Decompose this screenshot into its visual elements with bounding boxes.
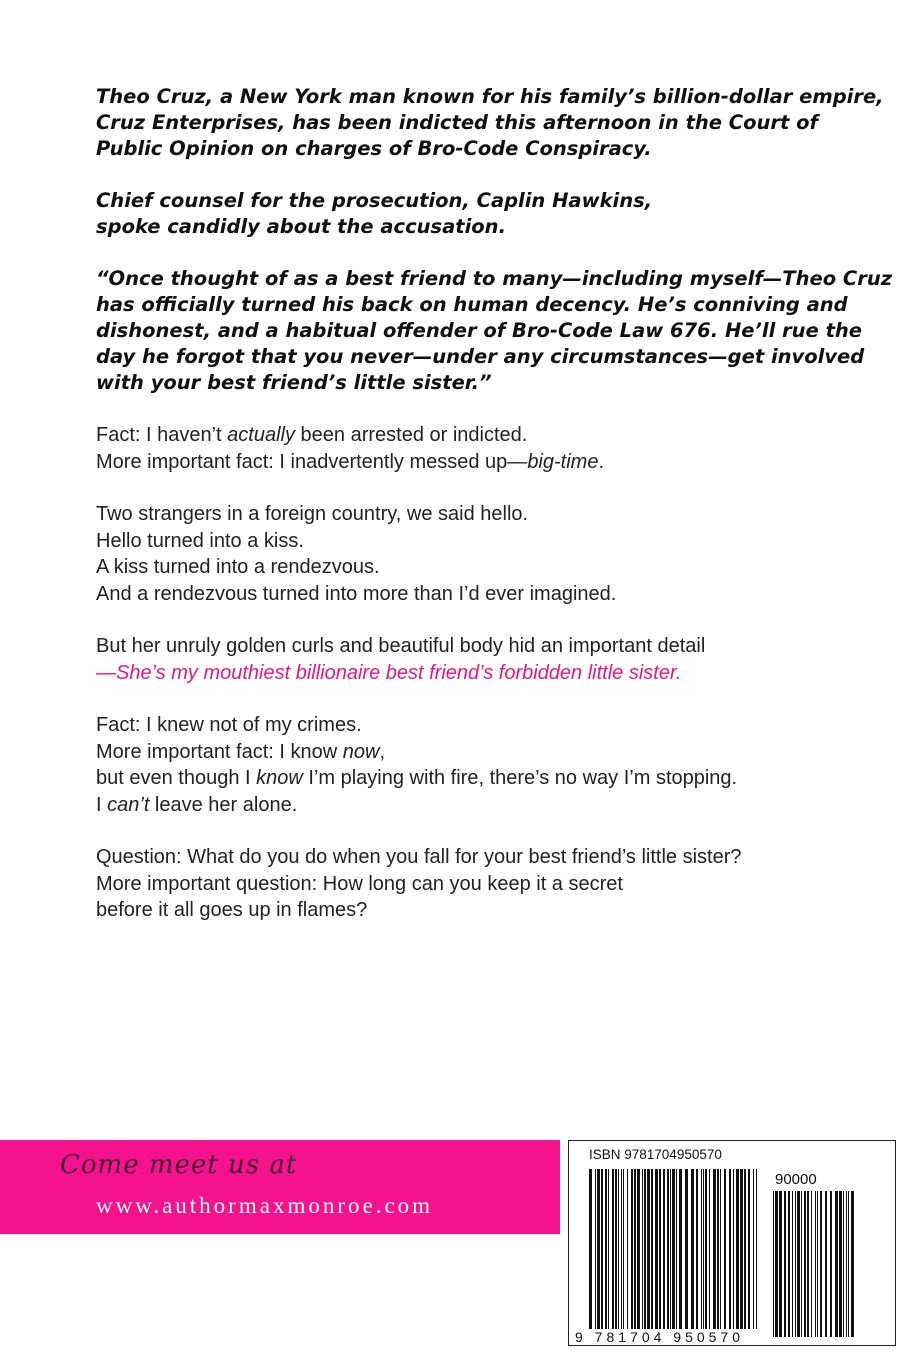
barcode-bar (655, 1169, 658, 1329)
barcode-bar (627, 1169, 628, 1329)
barcode-bar (839, 1191, 842, 1337)
barcode-bar (608, 1169, 609, 1329)
text-run: but even though I (96, 767, 257, 789)
text-run: . (598, 450, 605, 473)
barcode-bar (651, 1169, 653, 1329)
barcode-bar (644, 1169, 646, 1329)
isbn-barcode-box (568, 1140, 896, 1346)
text-line: Hello turned into a kiss. (96, 529, 304, 552)
barcode-bar (820, 1191, 822, 1337)
barcode-bar (615, 1169, 617, 1329)
barcode-bar (846, 1191, 847, 1337)
barcode-bar (618, 1169, 619, 1329)
barcode-bar (843, 1191, 844, 1337)
barcode-bar (851, 1191, 854, 1337)
emphasis: actually (227, 424, 295, 446)
barcode-bar (717, 1169, 719, 1329)
barcode-bar (685, 1169, 688, 1329)
barcode-bar (835, 1191, 838, 1337)
emphasis: know (256, 767, 303, 789)
emphasis: now (342, 740, 380, 763)
barcode-bar (659, 1169, 661, 1329)
barcode-bar (595, 1169, 596, 1329)
barcode-bar (612, 1169, 614, 1329)
text-run: Fact: I haven’t (96, 424, 228, 446)
text-line: Question: What do you do when you fall for your best friend’s little sister? (96, 846, 742, 868)
barcode-bar (634, 1169, 636, 1329)
barcode-bar (720, 1169, 721, 1329)
text-line: Fact: I knew not of my crimes. (96, 714, 362, 736)
text-line: spoke candidly about the accusation. (96, 215, 506, 238)
text-line (96, 739, 876, 766)
text-line: Two strangers in a foreign country, we said hello. (96, 503, 529, 525)
come-meet-us-script: Come meet us at (60, 1150, 298, 1180)
barcode-bar (740, 1169, 743, 1329)
barcode-bar (733, 1169, 734, 1329)
price-code: 90000 (775, 1171, 817, 1188)
fact-paragraph-2 (96, 712, 876, 818)
barcode-bar (729, 1169, 731, 1329)
text-line (96, 422, 876, 449)
text-line (96, 765, 876, 792)
text-line: More important question: How long can you keep it a secret (96, 872, 623, 895)
back-cover-blurb (96, 84, 893, 950)
lead-quote (96, 266, 893, 396)
barcode-bar (724, 1169, 726, 1329)
barcode-bar (589, 1169, 592, 1329)
barcode-bar (637, 1169, 640, 1329)
barcode-bar (825, 1191, 827, 1337)
text-run: leave her alone. (149, 793, 298, 816)
text-run: I (96, 793, 108, 816)
barcode-bar (667, 1169, 669, 1329)
barcode-bar (748, 1169, 750, 1329)
text-run: More important fact: I inadvertently messed up— (96, 450, 528, 473)
barcode-bar (773, 1191, 774, 1337)
barcode-bar (601, 1169, 603, 1329)
barcode-bar (631, 1169, 633, 1329)
question-paragraph (96, 844, 876, 924)
barcode-bar (804, 1191, 806, 1337)
text-line: Theo Cruz, a New York man known for his family’s billion-dollar empire, (96, 85, 884, 108)
barcode-bar (676, 1169, 677, 1329)
barcode-bar (623, 1169, 624, 1329)
barcode-bar (621, 1169, 622, 1329)
barcode-bar (703, 1169, 704, 1329)
text-line: But her unruly golden curls and beautiful body hid an important detail (96, 635, 706, 657)
text-line: with your best friend’s little sister.” (96, 371, 492, 394)
website-link[interactable]: www.authormaxmonroe.com (96, 1193, 434, 1218)
text-run: More important fact: I know (96, 740, 343, 763)
barcode-bar (605, 1169, 607, 1329)
barcode-bar (797, 1191, 800, 1337)
forbidden-sister-line: —She’s my mouthiest billionaire best friend’s forbidden little sister. (96, 661, 682, 684)
text-run: , (379, 740, 386, 763)
barcode-bar (597, 1169, 600, 1329)
barcode-bar (744, 1169, 746, 1329)
barcode-bar (647, 1169, 650, 1329)
barcode-bar (815, 1191, 816, 1337)
ean-barcode (589, 1169, 761, 1337)
isbn-label: ISBN 9781704950570 (589, 1147, 722, 1162)
barcode-bar (701, 1169, 702, 1329)
barcode-bar (691, 1169, 694, 1329)
barcode-bar (753, 1169, 754, 1329)
lead-paragraph-1 (96, 84, 884, 162)
barcode-bar (817, 1191, 818, 1337)
lead-section (96, 84, 893, 396)
barcode-bar (672, 1169, 675, 1329)
barcode-bar (709, 1169, 710, 1329)
body-section (96, 422, 876, 924)
price-addon-barcode (773, 1191, 857, 1337)
text-line: Chief counsel for the prosecution, Caplin Hawkins, (96, 189, 653, 212)
text-line (96, 792, 876, 819)
barcode-bar (642, 1169, 643, 1329)
text-line: A kiss turned into a rendezvous. (96, 556, 380, 578)
barcode-bar (784, 1191, 786, 1337)
barcode-bar (795, 1191, 796, 1337)
text-line: “Once thought of as a best friend to many—including myself—Theo Cruz (96, 267, 893, 290)
barcode-digits: 9 781704 950570 (575, 1329, 744, 1345)
barcode-bar (830, 1191, 832, 1337)
text-line (96, 449, 876, 476)
barcode-bar (705, 1169, 707, 1329)
text-line: Public Opinion on charges of Bro-Code Conspiracy. (96, 137, 652, 160)
detail-paragraph (96, 633, 876, 686)
barcode-bar (848, 1191, 849, 1337)
barcode-bar (775, 1191, 778, 1337)
barcode-bar (696, 1169, 698, 1329)
strangers-paragraph (96, 501, 876, 607)
lead-paragraph-2 (96, 188, 876, 240)
barcode-bar (801, 1191, 802, 1337)
barcode-bar (788, 1191, 790, 1337)
text-line: And a rendezvous turned into more than I’d ever imagined. (96, 582, 617, 605)
fact-paragraph-1 (96, 422, 876, 475)
barcode-bar (663, 1169, 665, 1329)
text-line: Cruz Enterprises, has been indicted this afternoon in the Court of (96, 111, 818, 134)
barcode-bar (792, 1191, 793, 1337)
barcode-bar (779, 1191, 782, 1337)
text-run: I’m playing with fire, there’s no way I’m stopping. (302, 767, 738, 789)
text-line: before it all goes up in flames? (96, 899, 368, 921)
text-line: has officially turned his back on human decency. He’s conniving and (96, 293, 848, 316)
text-line: day he forgot that you never—under any circumstances—get involved (96, 345, 865, 368)
text-run: been arrested or indicted. (294, 424, 528, 446)
barcode-bar (679, 1169, 682, 1329)
barcode-bar (756, 1169, 757, 1329)
barcode-bar (736, 1169, 739, 1329)
emphasis: big-time (527, 450, 599, 473)
text-line: dishonest, and a habitual offender of Bro-Code Law 676. He’ll rue the (96, 319, 863, 342)
barcode-bar (807, 1191, 809, 1337)
barcode-bar (811, 1191, 812, 1337)
emphasis: can’t (107, 793, 150, 816)
barcode-bar (713, 1169, 716, 1329)
barcode-bar (670, 1169, 671, 1329)
